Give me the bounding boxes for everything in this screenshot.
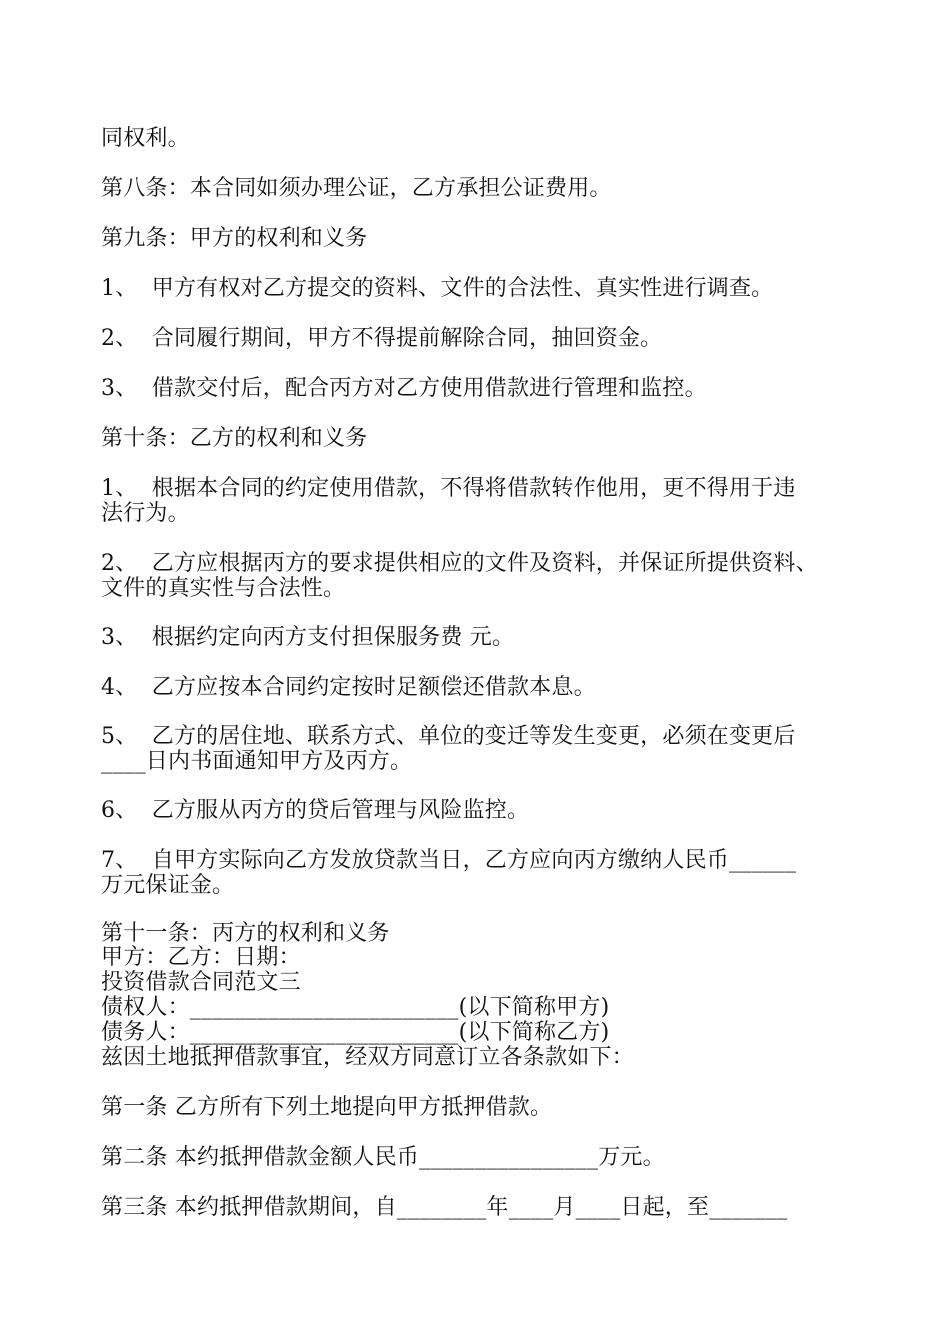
article-8: 第八条：本合同如须办理公证，乙方承担公证费用。: [101, 176, 612, 201]
article-10-item-3: 3、 根据约定向丙方支付担保服务费 元。: [101, 625, 515, 650]
article-9-heading: 第九条：甲方的权利和义务: [101, 226, 368, 251]
article-10-heading: 第十条：乙方的权利和义务: [101, 426, 368, 451]
debtor-line: 债务人：________________________(以下简称乙方): [101, 1020, 610, 1045]
preamble: 兹因土地抵押借款事宜，经双方同意订立各条款如下：: [101, 1045, 634, 1070]
clause-3: 第三条 本约抵押借款期间，自________年____月____日起，至_______: [101, 1195, 788, 1220]
creditor-line: 债权人：________________________(以下简称甲方): [101, 995, 610, 1020]
article-10-item-7: 7、 自甲方实际向乙方发放贷款当日，乙方应向丙方缴纳人民币______ 万元保证金。: [101, 848, 797, 898]
article-10-item-1: 1、 根据本合同的约定使用借款，不得将借款转作他用，更不得用于违 法行为。: [101, 476, 796, 526]
article-9-item-3: 3、 借款交付后，配合丙方对乙方使用借款进行管理和监控。: [101, 376, 707, 401]
clause-2: 第二条 本约抵押借款金额人民币________________万元。: [101, 1145, 665, 1170]
article-10-item-5: 5、 乙方的居住地、联系方式、单位的变迁等发生变更，必须在变更后 ____日内书面通知甲方及丙方。: [101, 724, 796, 774]
article-9-item-2: 2、 合同履行期间，甲方不得提前解除合同，抽回资金。: [101, 326, 663, 351]
article-9-item-1: 1、 甲方有权对乙方提交的资料、文件的合法性、真实性进行调查。: [101, 276, 774, 301]
article-10-item-4: 4、 乙方应按本合同约定按时足额偿还借款本息。: [101, 675, 596, 700]
signature-line: 甲方：乙方：日期：: [101, 945, 301, 970]
article-11-heading: 第十一条：丙方的权利和义务: [101, 921, 390, 946]
article-10-item-2: 2、 乙方应根据丙方的要求提供相应的文件及资料，并保证所提供资料、 文件的真实性与合法性。: [101, 551, 818, 601]
paragraph-rights-tail: 同权利。: [101, 126, 190, 151]
clause-1: 第一条 乙方所有下列土地提向甲方抵押借款。: [101, 1095, 553, 1120]
article-10-item-6: 6、 乙方服从丙方的贷后管理与风险监控。: [101, 798, 530, 823]
contract-sample-title: 投资借款合同范文三: [101, 970, 301, 995]
